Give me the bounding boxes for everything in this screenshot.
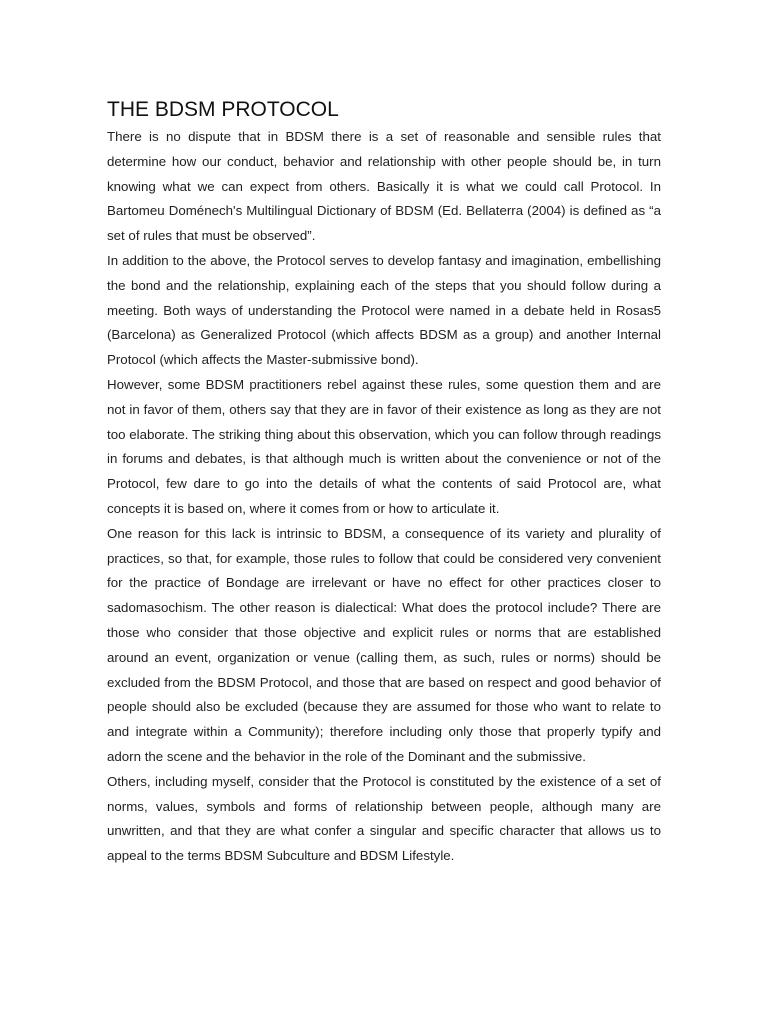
- document-title: THE BDSM PROTOCOL: [107, 98, 339, 121]
- paragraph-2: In addition to the above, the Protocol serves to develop fantasy and imagination, embellishing the bond and the relationship, explaining each of the steps that you should follow during a meeting. Both ways of understanding the Protocol were named in a debate held in Rosas5 (Barcelona) as Generalized Protocol (which affects BDSM as a group) and another Internal Protocol (which affects the Master-submissive bond).: [107, 252, 661, 368]
- paragraph-1: There is no dispute that in BDSM there is a set of reasonable and sensible rules that determine how our conduct, behavior and relationship with other people should be, in turn knowing what we can expect from others. Basically it is what we could call Protocol. In Bartomeu Doménech's Multilingual Dictionary of BDSM (Ed. Bellaterra (2004) is defined as “a set of rules that must be observed”.: [107, 129, 661, 244]
- paragraph-4: One reason for this lack is intrinsic to BDSM, a consequence of its variety and plurality of practices, so that, for example, those rules to follow that could be considered very convenient for the practice of Bondage are irrelevant or have no effect for other practices closer to sadomasochism. The other reason is dialectical: What does the protocol include? There are those who consider that those objective and explicit rules or norms that are established around an event, organization or venue (calling them, as such, rules or norms) should be excluded from the BDSM Protocol, and those that are based on respect and good behavior of people should also be excluded (because they are assumed for those who want to relate to and integrate within a Community); therefore including only those that properly typify and adorn the scene and the behavior in the role of the Dominant and the submissive.: [107, 525, 661, 764]
- paragraph-5: Others, including myself, consider that the Protocol is constituted by the existence of a set of norms, values, symbols and forms of relationship between people, although many are unwritten, and that they are what confer a singular and specific character that allows us to appeal to the terms BDSM Subculture and BDSM Lifestyle.: [107, 773, 661, 864]
- paragraph-3: However, some BDSM practitioners rebel against these rules, some question them and are not in favor of them, others say that they are in favor of their existence as long as they are not too elaborate. The striking thing about this observation, which you can follow through readings in forums and debates, is that although much is written about the convenience or not of the Protocol, few dare to go into the details of what the contents of said Protocol are, what concepts it is based on, where it comes from or how to articulate it.: [107, 376, 661, 516]
- document-page: [107, 95, 661, 869]
